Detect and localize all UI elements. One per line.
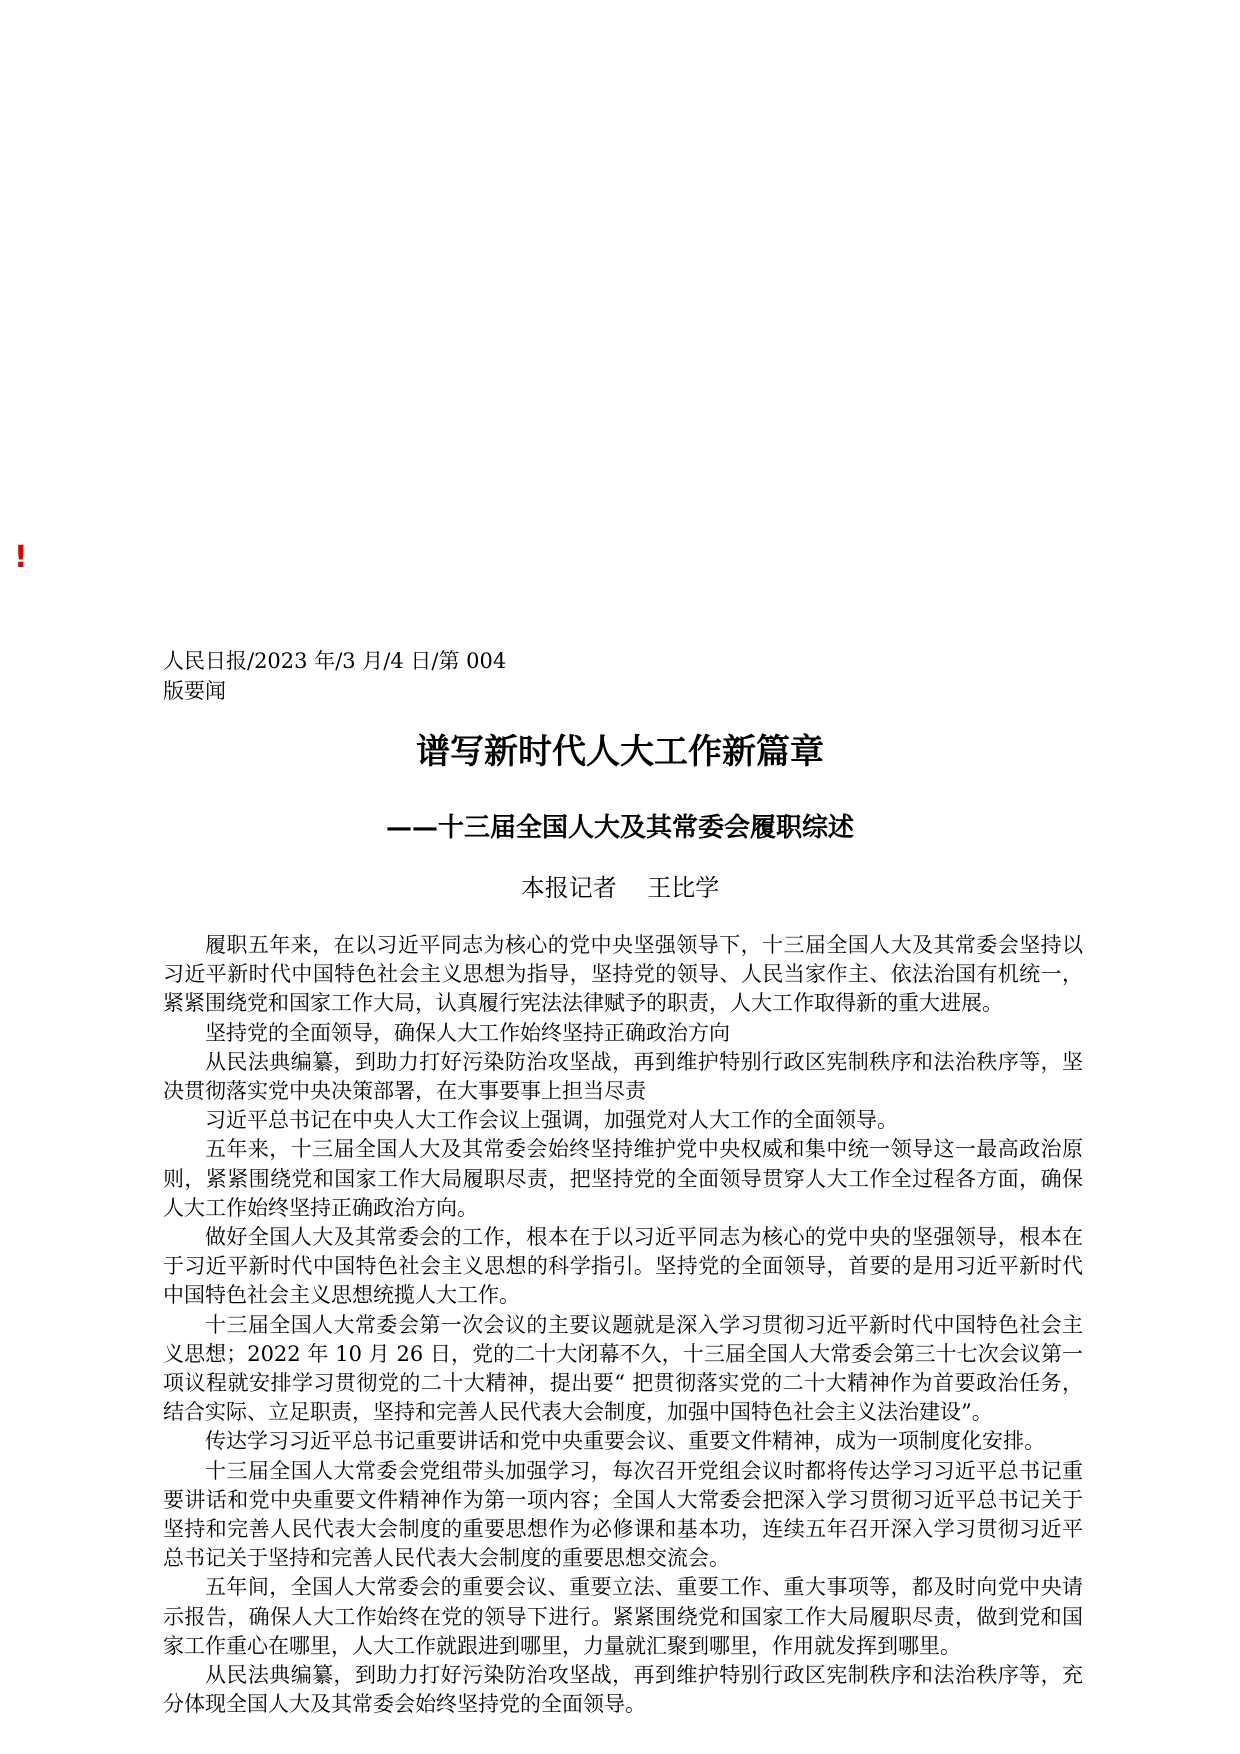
source-line-2: 版要闻 [163, 679, 226, 703]
article-title: 谱写新时代人大工作新篇章 [416, 732, 824, 772]
paragraph: 习近平总书记在中央人大工作会议上强调，加强党对人大工作的全面领导。 [205, 1108, 898, 1133]
warning-mark: ! [14, 540, 28, 575]
paragraph: 十三届全国人大常委会党组带头加强学习，每次召开党组会议时都将传达学习习近平总书记重要讲话和党中央重要文件精神作为第一项内容；全国人大常委会把深入学习贯彻习近平总书记关于坚持和完善人民代表大会制度的重要思想作为必修课和基本功，连续五年召开深入学习贯彻习近平总书记关于坚持和完善人民代表大会制度的重要思想交流会。 [163, 1458, 1083, 1571]
paragraph: 做好全国人大及其常委会的工作，根本在于以习近平同志为核心的党中央的坚强领导，根本在于习近平新时代中国特色社会主义思想的科学指引。坚持党的全面领导，首要的是用习近平新时代中国特色社会主义思想统揽人大工作。 [163, 1225, 1083, 1308]
byline: 本报记者 王比学 [520, 874, 720, 902]
source-line-1: 人民日报/2023 年/3 月/4 日/第 004 [163, 649, 507, 673]
source-line [163, 646, 543, 706]
paragraph: 十三届全国人大常委会第一次会议的主要议题就是深入学习贯彻习近平新时代中国特色社会主义思想；2022 年 10 月 26 日，党的二十大闭幕不久，十三届全国人大常委会第三十七次会议第一项议程就安排学习贯彻党的二十大精神，提出要“ 把贯彻落实党的二十大精神作为首要政治任务，结合实际、立足职责，坚持和完善人民代表大会制度，加强中国特色社会主义法治建设”。 [163, 1312, 1083, 1425]
paragraph: 五年来，十三届全国人大及其常委会始终坚持维护党中央权威和集中统一领导这一最高政治原则，紧紧围绕党和国家工作大局履职尽责，把坚持党的全面领导贯穿人大工作全过程各方面，确保人大工作始终坚持正确政治方向。 [163, 1137, 1083, 1220]
paragraph: 传达学习习近平总书记重要讲话和党中央重要会议、重要文件精神，成为一项制度化安排。 [205, 1429, 1045, 1454]
article-subtitle: ——十三届全国人大及其常委会履职综述 [385, 813, 854, 843]
paragraph: 从民法典编纂，到助力打好污染防治攻坚战，再到维护特别行政区宪制秩序和法治秩序等，坚决贯彻落实党中央决策部署，在大事要事上担当尽责 [163, 1049, 1083, 1104]
paragraph: 从民法典编纂，到助力打好污染防治攻坚战，再到维护特别行政区宪制秩序和法治秩序等，充分体现全国人大及其常委会始终坚持党的全面领导。 [163, 1663, 1083, 1717]
paragraph: 五年间，全国人大常委会的重要会议、重要立法、重要工作、重大事项等，都及时向党中央请示报告，确保人大工作始终在党的领导下进行。紧紧围绕党和国家工作大局履职尽责，做到党和国家工作重心在哪里，人大工作就跟进到哪里，力量就汇聚到哪里，作用就发挥到哪里。 [163, 1575, 1083, 1658]
article-body [163, 931, 1083, 1719]
paragraph: 坚持党的全面领导，确保人大工作始终坚持正确政治方向 [205, 1020, 730, 1045]
paragraph: 履职五年来，在以习近平同志为核心的党中央坚强领导下，十三届全国人大及其常委会坚持以习近平新时代中国特色社会主义思想为指导，坚持党的领导、人民当家作主、依法治国有机统一，紧紧围绕党和国家工作大局，认真履行宪法法律赋予的职责，人大工作取得新的重大进展。 [163, 933, 1083, 1016]
